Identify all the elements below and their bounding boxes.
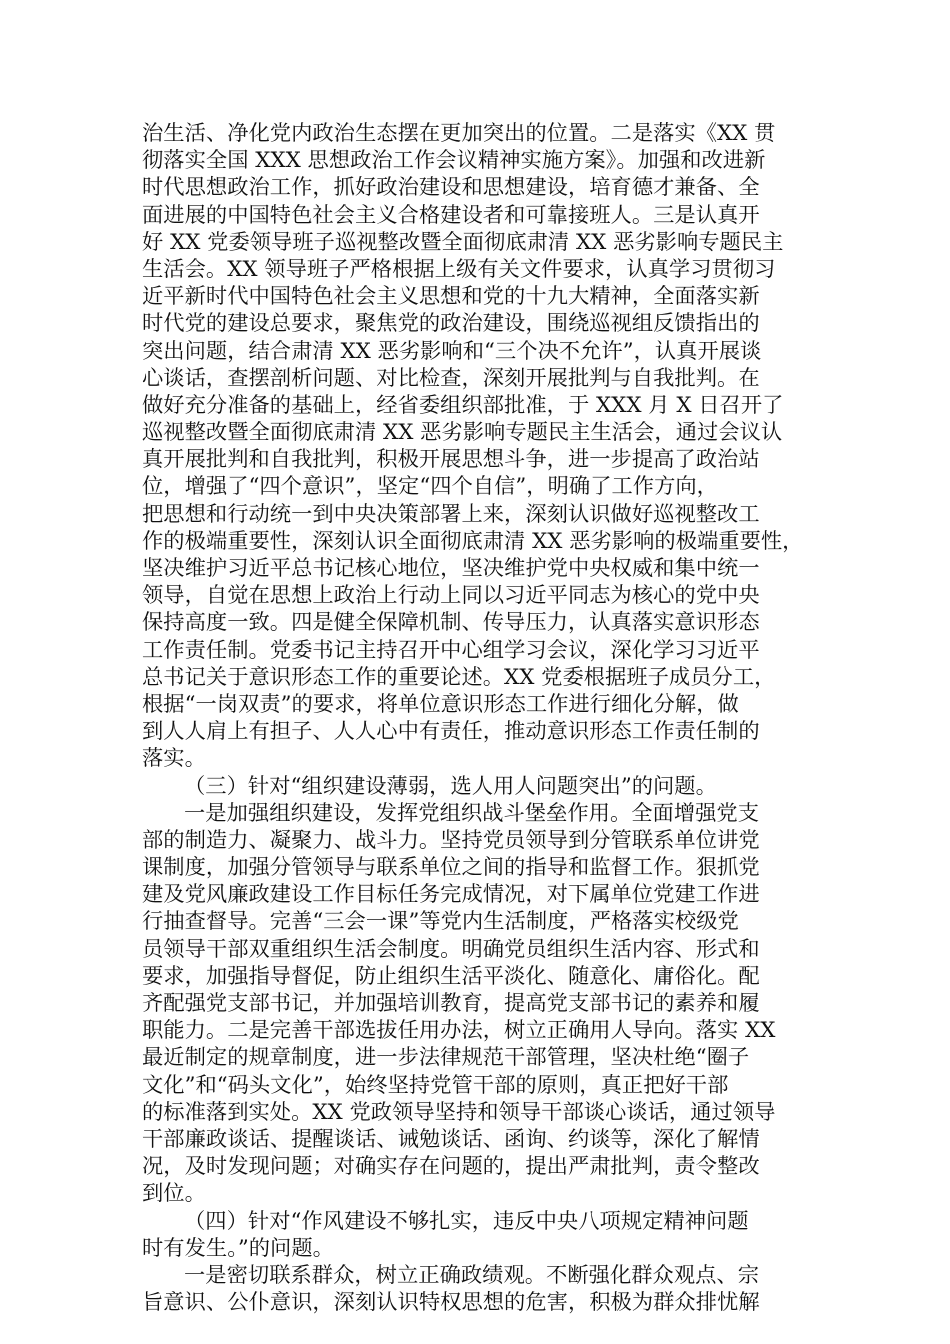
text-line: 把思想和行动统一到中央决策部署上来，深刻认识做好巡视整改工 (142, 501, 760, 527)
paragraph-section-4 (142, 1262, 810, 1316)
section-heading-3 (142, 773, 810, 800)
text-line: 况，及时发现问题；对确实存在问题的，提出严肃批判，责令整改 (142, 1154, 760, 1180)
paragraph-section-3 (142, 800, 810, 1208)
text-line: 旨意识、公仆意识，深刻认识特权思想的危害，积极为群众排忧解 (142, 1290, 760, 1316)
text-line: 坚决维护习近平总书记核心地位，坚决维护党中央权威和集中统一 (142, 556, 760, 581)
text-line: 到人人肩上有担子、人人心中有责任，推动意识形态工作责任制的 (142, 719, 760, 745)
text-line: 落实。 (142, 746, 206, 772)
text-line: 员领导干部双重组织生活会制度。明确党员组织生活内容、形式和 (142, 936, 760, 962)
text-line: 齐配强党支部书记，并加强培训教育，提高党支部书记的素养和履 (142, 991, 760, 1016)
text-line: 根据“一岗双责”的要求，将单位意识形态工作进行细化分解，做 (142, 691, 739, 717)
text-line: 好 XX 党委领导班子巡视整改暨全面彻底肃清 XX 恶劣影响专题民主 (142, 229, 784, 255)
text-line: 工作责任制。党委书记主持召开中心组学习会议，深化学习习近平 (142, 637, 760, 663)
text-line: 最近制定的规章制度，进一步法律规范干部管理，坚决杜绝“圈子 (142, 1045, 750, 1071)
heading-line: 时有发生。”的问题。 (142, 1235, 334, 1261)
text-line: 要求，加强指导督促，防止组织生活平淡化、随意化、庸俗化。配 (142, 963, 760, 989)
text-line: 保持高度一致。四是健全保障机制、传导压力，认真落实意识形态 (142, 610, 760, 636)
text-line: 职能力。二是完善干部选拔任用办法，树立正确用人导向。落实 XX (142, 1018, 776, 1044)
text-line: 的标准落到实处。XX 党政领导坚持和领导干部谈心谈话，通过领导 (142, 1099, 776, 1125)
text-line: 干部廉政谈话、提醒谈话、诫勉谈话、函询、约谈等，深化了解情 (142, 1126, 760, 1152)
text-line: 行抽查督导。完善“三会一课”等党内生活制度，严格落实校级党 (142, 909, 739, 935)
document-page (142, 120, 810, 1316)
text-line: 做好充分准备的基础上，经省委组织部批准，于 XXX 月 X 日召开了 (142, 392, 784, 418)
text-line: 治生活、净化党内政治生态摆在更加突出的位置。二是落实《XX 贯 (142, 121, 776, 146)
text-line: 建及党风廉政建设工作目标任务完成情况，对下属单位党建工作进 (142, 882, 760, 908)
text-line: 到位。 (142, 1181, 206, 1207)
text-line: 时代思想政治工作，抓好政治建设和思想建设，培育德才兼备、全 (142, 175, 760, 201)
text-line: 生活会。XX 领导班子严格根据上级有关文件要求，认真学习贯彻习 (142, 256, 776, 282)
text-line: 课制度，加强分管领导与联系单位之间的指导和监督工作。狠抓党 (142, 855, 760, 881)
section-heading-4 (142, 1208, 810, 1262)
text-line: 时代党的建设总要求，聚焦党的政治建设，围绕巡视组反馈指出的 (142, 311, 760, 337)
text-line: 文化”和“码头文化”，始终坚持党管干部的原则，真正把好干部 (142, 1072, 729, 1098)
text-line: 位，增强了“四个意识”，坚定“四个自信”，明确了工作方向， (142, 474, 718, 500)
heading-line: （三）针对“组织建设薄弱，选人用人问题突出”的问题。 (184, 773, 717, 799)
text-line: 心谈话，查摆剖析问题、对比检查，深刻开展批判与自我批判。在 (142, 365, 760, 391)
text-line: 总书记关于意识形态工作的重要论述。XX 党委根据班子成员分工， (142, 664, 776, 690)
text-line: 巡视整改暨全面彻底肃清 XX 恶劣影响专题民主生活会，通过会议认 (142, 420, 783, 446)
text-line: 近平新时代中国特色社会主义思想和党的十九大精神，全面落实新 (142, 284, 760, 310)
text-line: 一是密切联系群众，树立正确政绩观。不断强化群众观点、宗 (184, 1262, 760, 1288)
heading-line: （四）针对“作风建设不够扎实，违反中央八项规定精神问题 (184, 1208, 749, 1234)
text-line: 真开展批判和自我批判，积极开展思想斗争，进一步提高了政治站 (142, 447, 760, 473)
text-line: 领导，自觉在思想上政治上行动上同以习近平同志为核心的党中央 (142, 583, 760, 609)
paragraph-continuation (142, 120, 810, 773)
text-line: 突出问题，结合肃清 XX 恶劣影响和“三个决不允许”，认真开展谈 (142, 338, 762, 364)
text-line: 部的制造力、凝聚力、战斗力。坚持党员领导到分管联系单位讲党 (142, 827, 760, 853)
text-line: 一是加强组织建设，发挥党组织战斗堡垒作用。全面增强党支 (184, 800, 760, 826)
text-line: 作的极端重要性，深刻认识全面彻底肃清 XX 恶劣影响的极端重要性， (142, 528, 804, 554)
text-line: 面进展的中国特色社会主义合格建设者和可靠接班人。三是认真开 (142, 202, 760, 228)
text-line: 彻落实全国 XXX 思想政治工作会议精神实施方案》。加强和改进新 (142, 148, 766, 174)
